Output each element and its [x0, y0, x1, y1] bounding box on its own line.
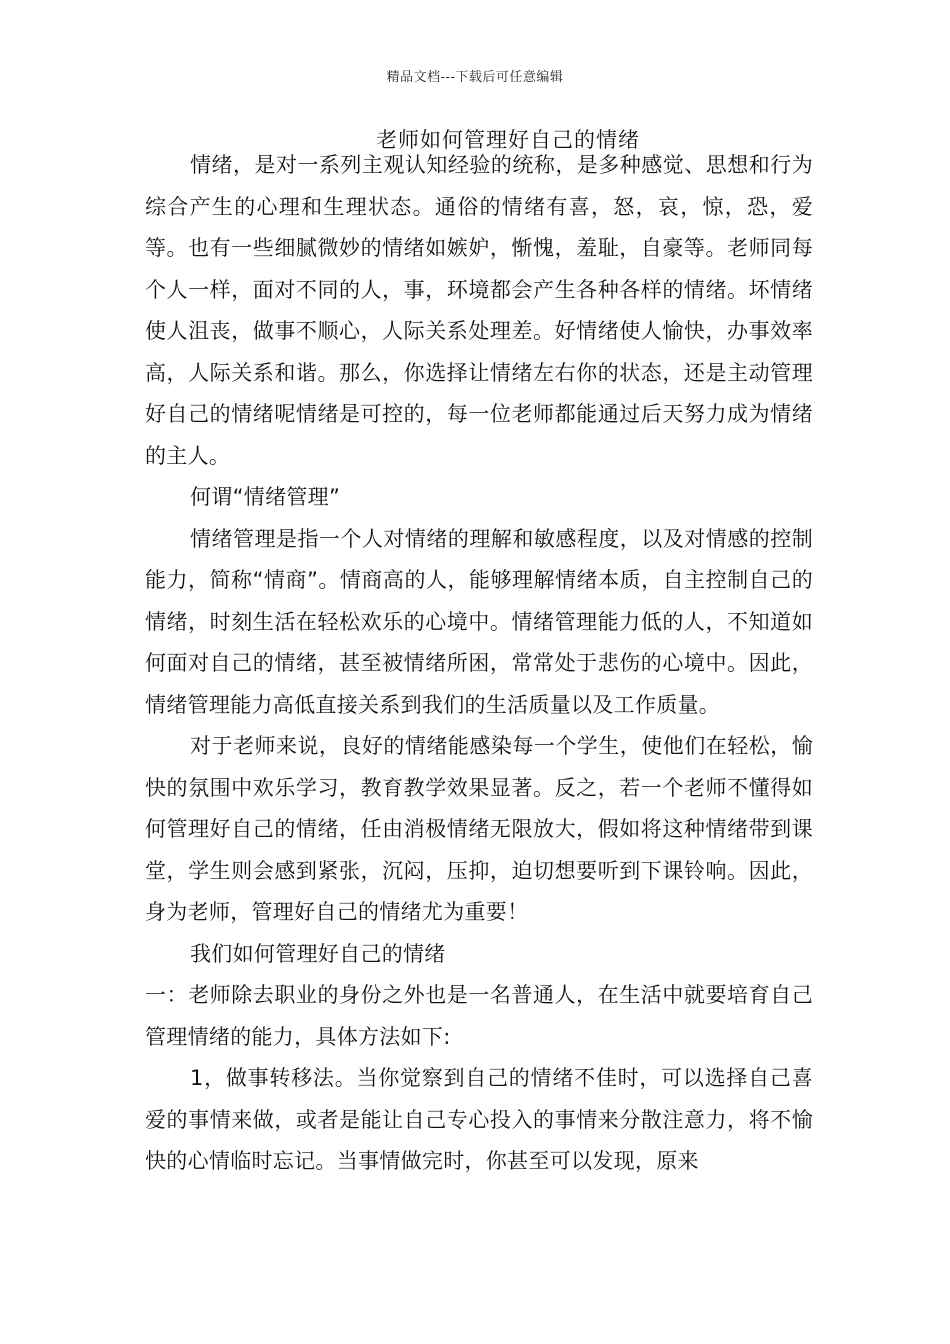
paragraph-intro: 情绪，是对一系列主观认知经验的统称，是多种感觉、思想和行为综合产生的心理和生理状态。通俗的情绪有喜，怒，哀，惊，恐，爱等。也有一些细腻微妙的情绪如嫉妒，惭愧，羞耻，自豪等。老师同每个人一样，面对不同的人，事，环境都会产生各种各样的情绪。坏情绪使人沮丧，做事不顺心，人际关系处理差。好情绪使人愉快，办事效率高，人际关系和谐。那么，你选择让情绪左右你的状态，还是主动管理好自己的情绪呢情绪是可控的，每一位老师都能通过后天努力成为情绪的主人。 [145, 153, 813, 468]
section-heading-definition: 何谓“情绪管理” [190, 485, 341, 509]
paragraph-point-one: 一：老师除去职业的身份之外也是一名普通人，在生活中就要培育自己管理情绪的能力，具体方法如下: [145, 983, 813, 1049]
paragraph-method-one: 1，做事转移法。当你觉察到自己的情绪不佳时，可以选择自己喜爱的事情来做，或者是能让自己专心投入的事情来分散注意力，将不愉快的心情临时忘记。当事情做完时，你甚至可以发现，原来 [145, 1066, 813, 1173]
section-heading-methods: 我们如何管理好自己的情绪 [190, 941, 446, 966]
paragraph-teacher-importance: 对于老师来说，良好的情绪能感染每一个学生，使他们在轻松，愉快的氛围中欢乐学习，教育教学效果显著。反之，若一个老师不懂得如何管理好自己的情绪，任由消极情绪无限放大，假如将这种情绪带到课堂，学生则会感到紧张，沉闷，压抑，迫切想要听到下课铃响。因此，身为老师，管理好自己的情绪尤为重要！ [145, 734, 813, 924]
paragraph-definition: 情绪管理是指一个人对情绪的理解和敏感程度，以及对情感的控制能力，简称“情商”。情商高的人，能够理解情绪本质，自主控制自己的情绪，时刻生活在轻松欢乐的心境中。情绪管理能力低的人，不知道如何面对自己的情绪，甚至被情绪所困，常常处于悲伤的心境中。因此，情绪管理能力高低直接关系到我们的生活质量以及工作质量。 [145, 526, 813, 717]
document-body [145, 145, 813, 1183]
document-title: 老师如何管理好自己的情绪 [376, 128, 640, 152]
header-note: 精品文档---下载后可任意编辑 [386, 70, 564, 85]
